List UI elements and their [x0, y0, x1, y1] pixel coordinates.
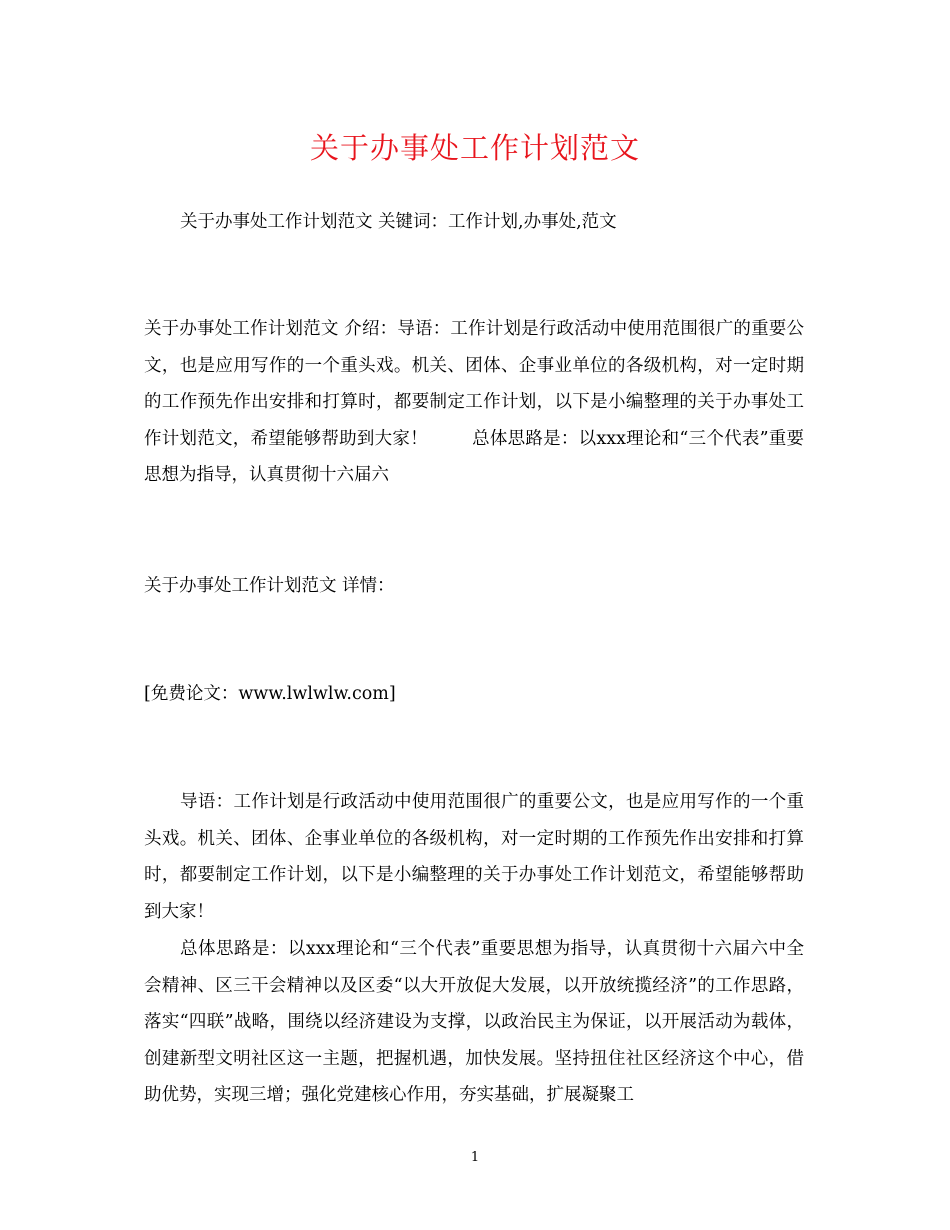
- body-paragraph-2: 总体思路是：以xxx理论和“三个代表”重要思想为指导，认真贯彻十六届六中全会精神、区三干会精神以及区委“以大开放促大发展，以开放统揽经济”的工作思路，落实“四联”战略，围绕以经济建设为支撑，以政治民主为保证，以开展活动为载体，创建新型文明社区这一主题，把握机遇，加快发展。坚持扭住社区经济这个中心，借助优势，实现三增；强化党建核心作用，夯实基础，扩展凝聚工: [144, 939, 804, 1105]
- source-link[interactable]: [免费论文：www.lwlwlw.com]: [144, 684, 396, 704]
- intro-text: 关于办事处工作计划范文 介绍：导语：工作计划是行政活动中使用范围很广的重要公文，也是应用写作的一个重头戏。机关、团体、企事业单位的各级机构，对一定时期的工作预先作出安排和打算时，都要制定工作计划，以下是小编整理的关于办事处工作计划范文，希望能够帮助到大家！: [144, 319, 804, 449]
- keywords-line: 关于办事处工作计划范文 关键词：工作计划,办事处,范文: [180, 212, 617, 232]
- intro-paragraph: [144, 311, 804, 494]
- document-title: 关于办事处工作计划范文: [309, 131, 640, 165]
- details-label: 关于办事处工作计划范文 详情：: [144, 576, 395, 596]
- page-number: 1: [470, 1150, 480, 1165]
- body-paragraph-1: 导语：工作计划是行政活动中使用范围很广的重要公文，也是应用写作的一个重头戏。机关、团体、企事业单位的各级机构，对一定时期的工作预先作出安排和打算时，都要制定工作计划，以下是小编整理的关于办事处工作计划范文，希望能够帮助到大家！: [144, 792, 804, 922]
- intro-tail-text: 总体思路是：以xxx理论和“三个代表”重要思想为指导，认真贯彻十六届六: [144, 428, 805, 485]
